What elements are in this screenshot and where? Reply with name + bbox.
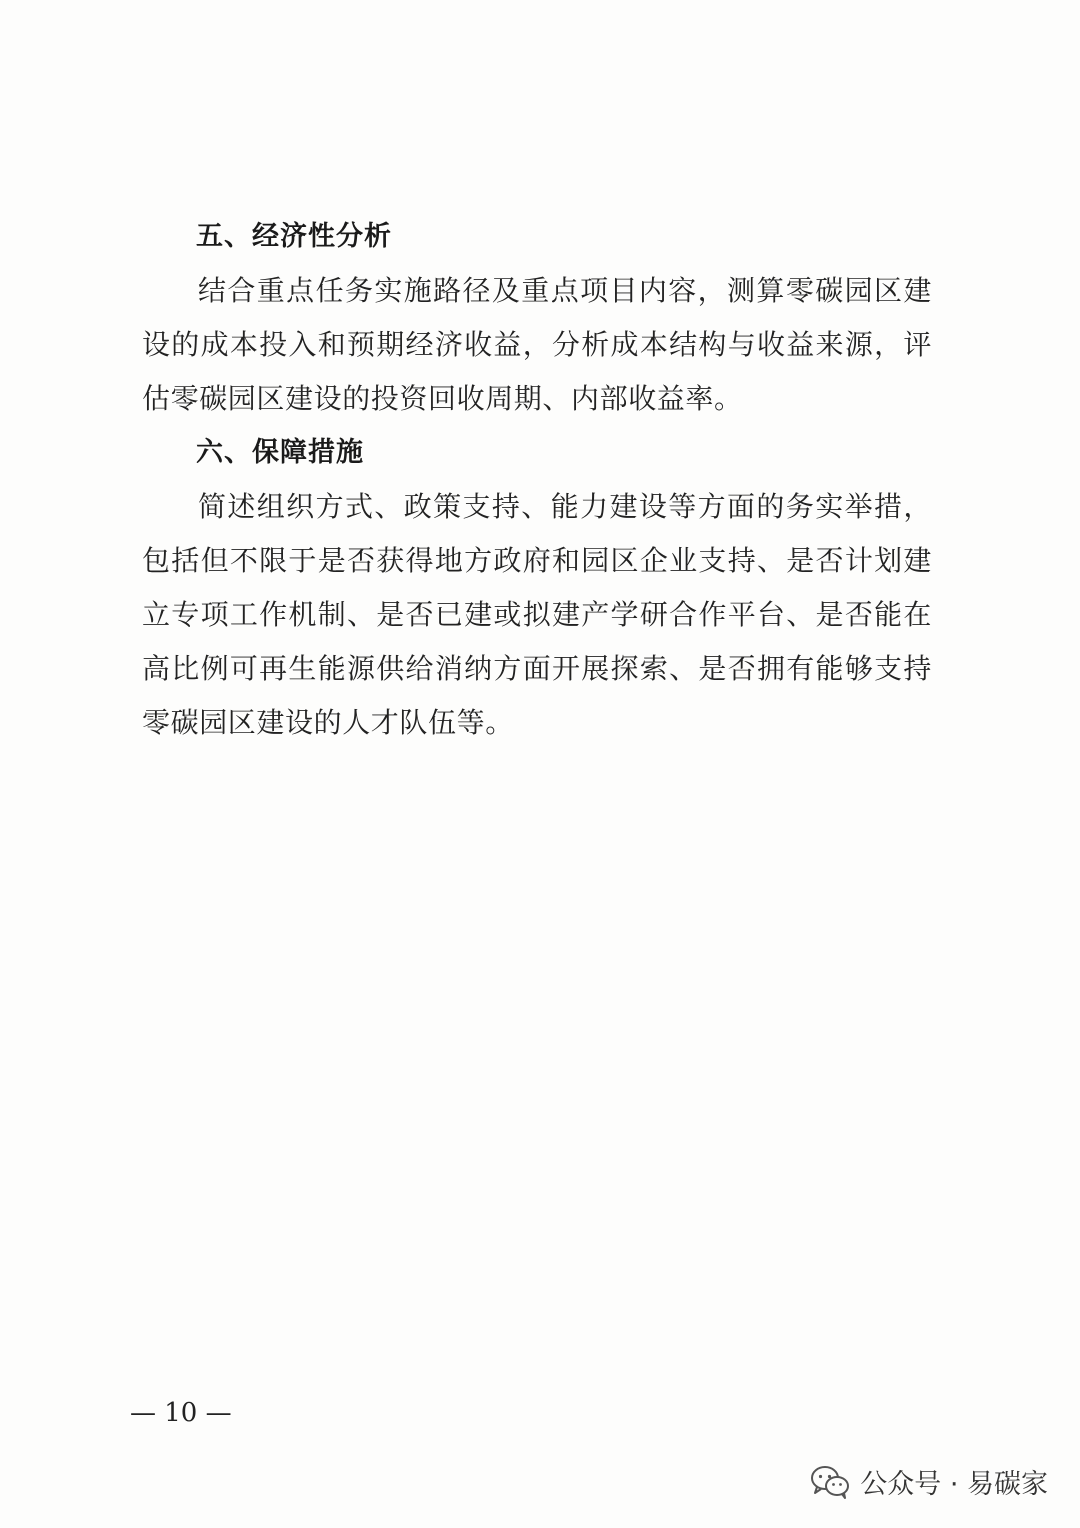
document-body — [142, 210, 932, 750]
page-number: — 10 — — [130, 1398, 232, 1428]
section-paragraph-safeguard-measures: 简述组织方式、政策支持、能力建设等方面的务实举措，包括但不限于是否获得地方政府和园区企业支持、是否计划建立专项工作机制、是否已建或拟建产学研合作平台、是否能在高比例可再生能源供给消纳方面开展探索、是否拥有能够支持零碳园区建设的人才队伍等。 — [142, 490, 932, 739]
watermark — [810, 1462, 1048, 1501]
wechat-icon — [810, 1465, 850, 1499]
section-heading-safeguard-measures: 六、保障措施 — [196, 437, 364, 468]
section-paragraph-economic-analysis: 结合重点任务实施路径及重点项目内容，测算零碳园区建设的成本投入和预期经济收益，分析成本结构与收益来源，评估零碳园区建设的投资回收周期、内部收益率。 — [142, 274, 932, 415]
section-heading-economic-analysis: 五、经济性分析 — [196, 221, 392, 252]
watermark-text: 公众号 · 易碳家 — [860, 1469, 1048, 1500]
